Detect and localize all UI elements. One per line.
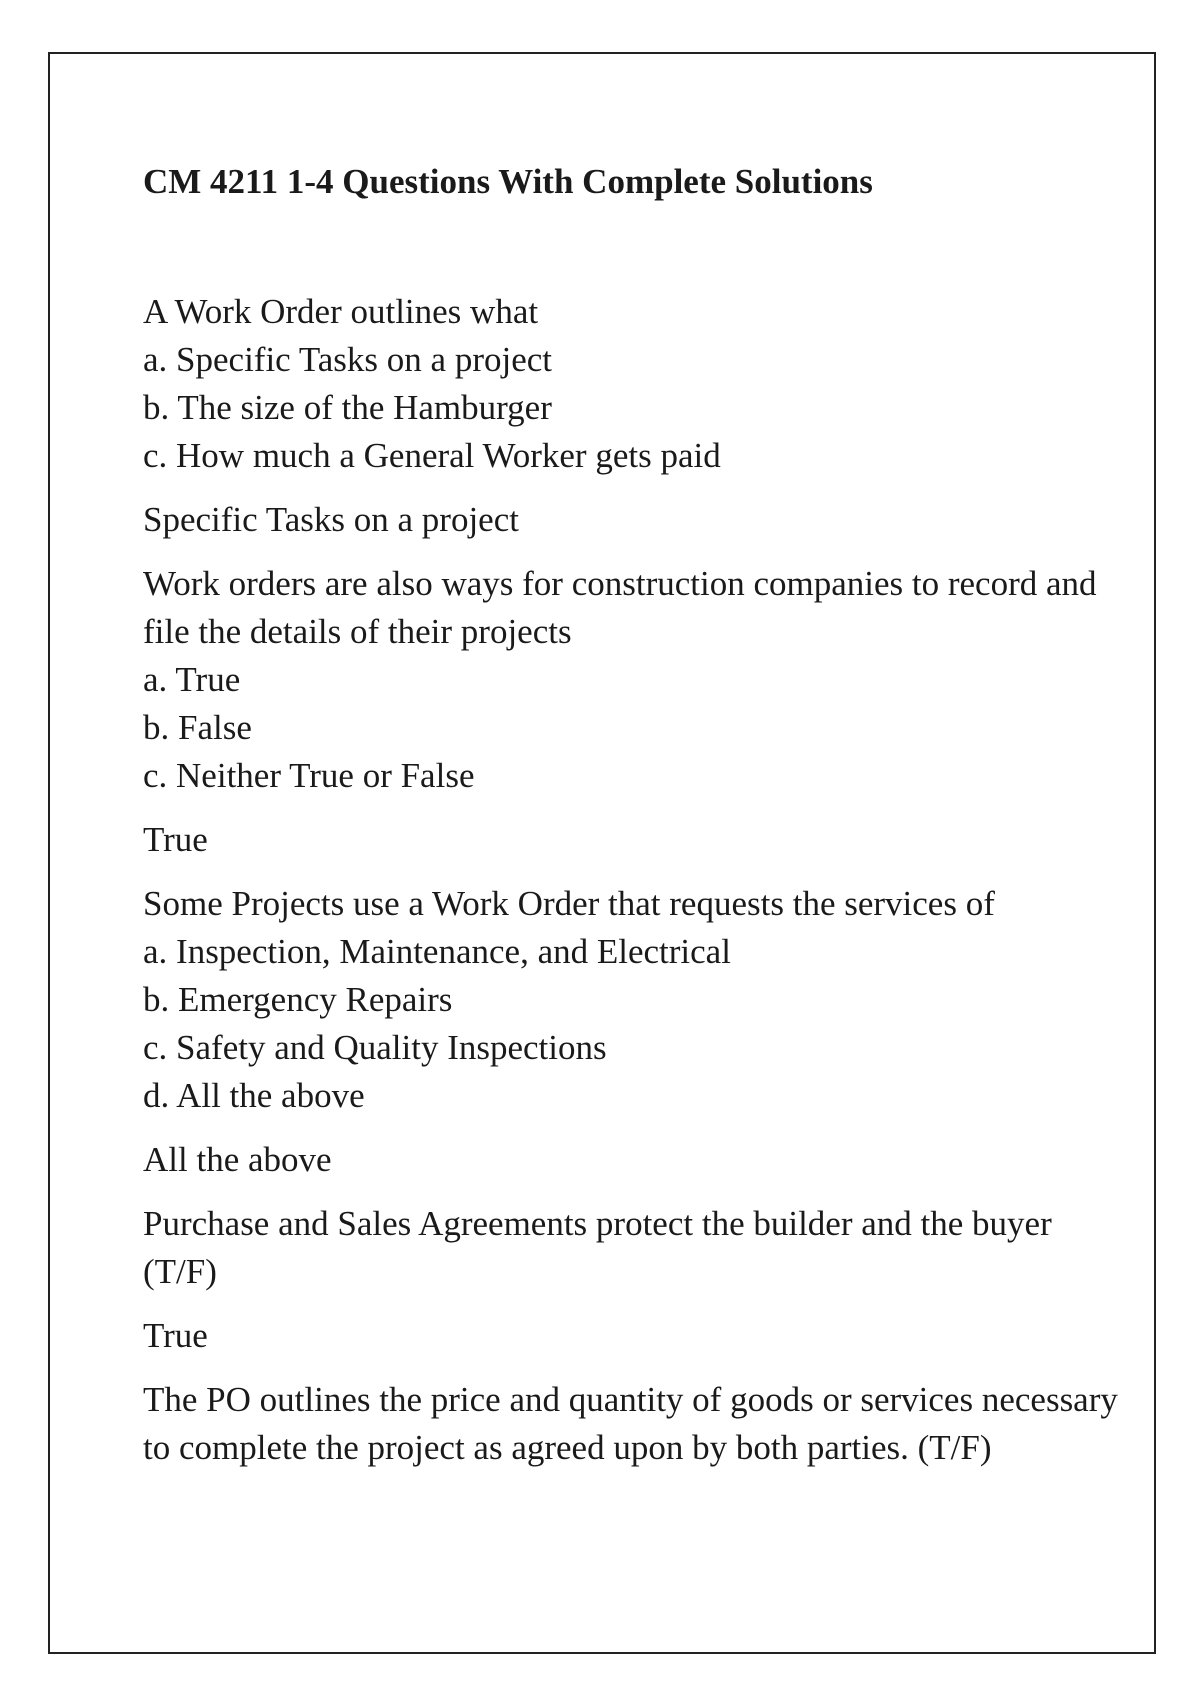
document-content (143, 158, 1123, 1472)
question-text: The PO outlines the price and quantity of goods or services necessary to complete the project as agreed upon by both parties. (T/F) (143, 1380, 1118, 1467)
answer-option: b. The size of the Hamburger (143, 388, 552, 427)
answer-option: d. All the above (143, 1076, 365, 1115)
document-title: CM 4211 1-4 Questions With Complete Solutions (143, 162, 873, 201)
correct-answer: Specific Tasks on a project (143, 500, 519, 539)
answer-option: a. Inspection, Maintenance, and Electrical (143, 932, 731, 971)
document-page (48, 52, 1156, 1654)
question-text: Some Projects use a Work Order that requests the services of (143, 884, 995, 923)
question-block-2 (143, 560, 1123, 864)
question-text: Work orders are also ways for construction companies to record and file the details of their projects (143, 564, 1097, 651)
question-block-4 (143, 1200, 1123, 1360)
question-block-3 (143, 880, 1123, 1184)
answer-option: c. Neither True or False (143, 756, 475, 795)
answer-option: c. Safety and Quality Inspections (143, 1028, 607, 1067)
answer-option: b. False (143, 708, 252, 747)
correct-answer: True (143, 1316, 208, 1355)
question-block-1 (143, 288, 1123, 544)
correct-answer: True (143, 820, 208, 859)
question-text: A Work Order outlines what (143, 292, 539, 331)
correct-answer: All the above (143, 1140, 332, 1179)
answer-option: a. True (143, 660, 241, 699)
question-text: Purchase and Sales Agreements protect the builder and the buyer (T/F) (143, 1204, 1052, 1291)
answer-option: b. Emergency Repairs (143, 980, 453, 1019)
question-block-5 (143, 1376, 1123, 1472)
answer-option: c. How much a General Worker gets paid (143, 436, 721, 475)
answer-option: a. Specific Tasks on a project (143, 340, 552, 379)
